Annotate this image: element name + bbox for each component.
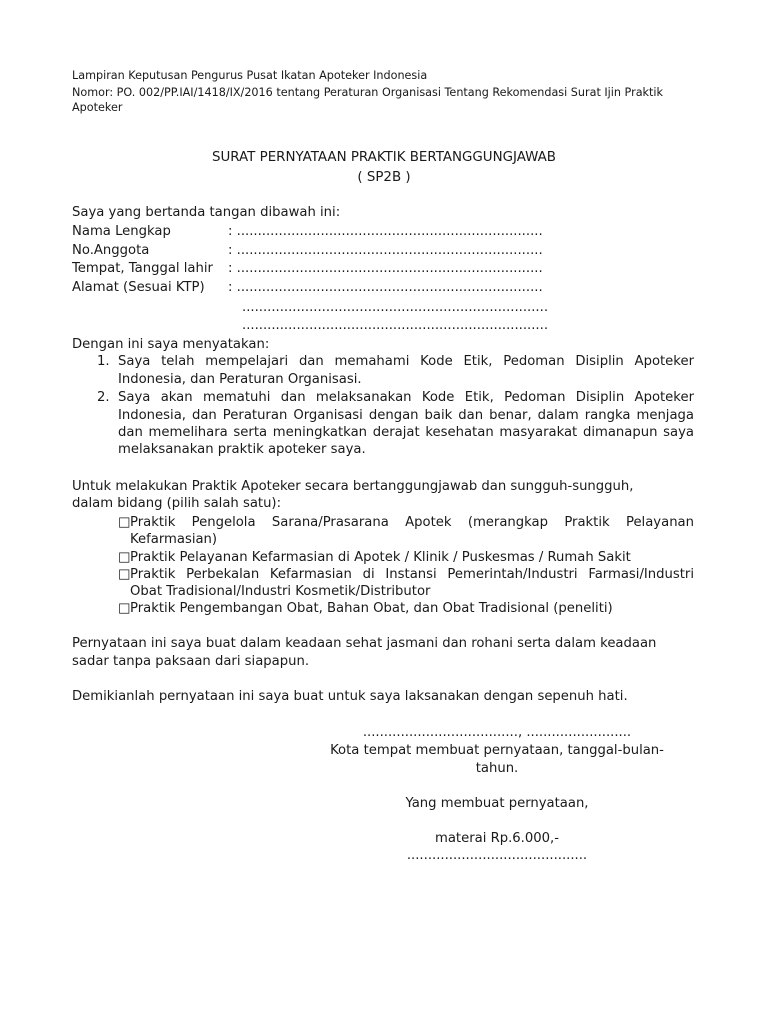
practice-intro-line-1: Untuk melakukan Praktik Apoteker secara bertanggungjawab dan sungguh-sungguh, bbox=[72, 479, 634, 494]
field-nama-lengkap bbox=[72, 224, 543, 239]
field-value: : ......................................................................... bbox=[228, 224, 543, 239]
statement-2-line-1: Saya akan mematuhi dan melaksanakan Kode Etik, Pedoman Disiplin Apoteker bbox=[118, 390, 694, 405]
option-checkbox-icon[interactable]: □ bbox=[118, 550, 131, 565]
statement-2-line-2: Indonesia, dan Peraturan Organisasi dengan baik dan benar, dalam rangka menjaga bbox=[118, 408, 694, 423]
field-alamat bbox=[72, 280, 543, 295]
statement-1-line-2: Indonesia, dan Peraturan Organisasi. bbox=[118, 372, 362, 387]
option-2-line-1: Praktik Pelayanan Kefarmasian di Apotek / Klinik / Puskesmas / Rumah Sakit bbox=[130, 550, 631, 565]
field-value: : ......................................................................... bbox=[228, 261, 543, 276]
statement-2-line-4: melaksanakan praktik apoteker saya. bbox=[118, 442, 366, 457]
option-checkbox-icon[interactable]: □ bbox=[118, 567, 131, 582]
statement-intro: Dengan ini saya menyatakan: bbox=[72, 337, 270, 352]
field-label: Tempat, Tanggal lahir bbox=[72, 261, 213, 276]
address-extra-line-1: ......................................................................... bbox=[242, 300, 549, 315]
document-subtitle: ( SP2B ) bbox=[357, 170, 411, 185]
field-label: No.Anggota bbox=[72, 243, 150, 258]
practice-intro-line-2: dalam bidang (pilih salah satu): bbox=[72, 496, 282, 511]
statement-number: 1. bbox=[97, 354, 110, 369]
field-value: : ......................................................................... bbox=[228, 243, 543, 258]
intro-text: Saya yang bertanda tangan dibawah ini: bbox=[72, 205, 341, 220]
option-3-line-1: Praktik Perbekalan Kefarmasian di Instansi Pemerintah/Industri Farmasi/Industri bbox=[130, 567, 694, 582]
address-extra-line-2: ......................................................................... bbox=[242, 318, 549, 333]
signature-stamp: materai Rp.6.000,- bbox=[435, 831, 559, 846]
option-checkbox-icon[interactable]: □ bbox=[118, 601, 131, 616]
field-label: Nama Lengkap bbox=[72, 224, 171, 239]
signature-place-date: ....................................., ......................... bbox=[362, 725, 632, 740]
signature-place-label-1: Kota tempat membuat pernyataan, tanggal-bulan- bbox=[330, 743, 664, 758]
statement-1-line-1: Saya telah mempelajari dan memahami Kode Etik, Pedoman Disiplin Apoteker bbox=[118, 354, 694, 369]
declaration-line-2: sadar tanpa paksaan dari siapapun. bbox=[72, 654, 310, 669]
header-line-2: Nomor: PO. 002/PP.IAI/1418/IX/2016 tentang Peraturan Organisasi Tentang Rekomendasi Surat Ijin Praktik bbox=[72, 86, 664, 99]
signature-name-line: ........................................... bbox=[406, 848, 588, 863]
signature-maker: Yang membuat pernyataan, bbox=[405, 796, 589, 811]
field-value: : ......................................................................... bbox=[228, 280, 543, 295]
document-title: SURAT PERNYATAAN PRAKTIK BERTANGGUNGJAWAB bbox=[212, 150, 556, 165]
field-tempat-tanggal-lahir bbox=[72, 261, 543, 276]
option-1-line-2: Kefarmasian) bbox=[130, 532, 218, 547]
statement-2-line-3: dan memelihara serta meningkatkan derajat kesehatan masyarakat dimanapun saya bbox=[118, 425, 694, 440]
option-1-line-1: Praktik Pengelola Sarana/Prasarana Apotek (merangkap Praktik Pelayanan bbox=[130, 515, 694, 530]
signature-place-label-2: tahun. bbox=[475, 761, 519, 776]
closing-text: Demikianlah pernyataan ini saya buat untuk saya laksanakan dengan sepenuh hati. bbox=[72, 689, 628, 704]
option-checkbox-icon[interactable]: □ bbox=[118, 515, 131, 530]
option-3-line-2: Obat Tradisional/Industri Kosmetik/Distributor bbox=[130, 584, 431, 599]
field-label: Alamat (Sesuai KTP) bbox=[72, 280, 205, 295]
declaration-line-1: Pernyataan ini saya buat dalam keadaan sehat jasmani dan rohani serta dalam keadaan bbox=[72, 636, 657, 651]
header-line-3: Apoteker bbox=[72, 101, 123, 114]
option-4-line-1: Praktik Pengembangan Obat, Bahan Obat, dan Obat Tradisional (peneliti) bbox=[130, 601, 613, 616]
statement-number: 2. bbox=[97, 390, 110, 405]
header-line-1: Lampiran Keputusan Pengurus Pusat Ikatan Apoteker Indonesia bbox=[72, 69, 428, 82]
field-no-anggota bbox=[72, 243, 543, 258]
